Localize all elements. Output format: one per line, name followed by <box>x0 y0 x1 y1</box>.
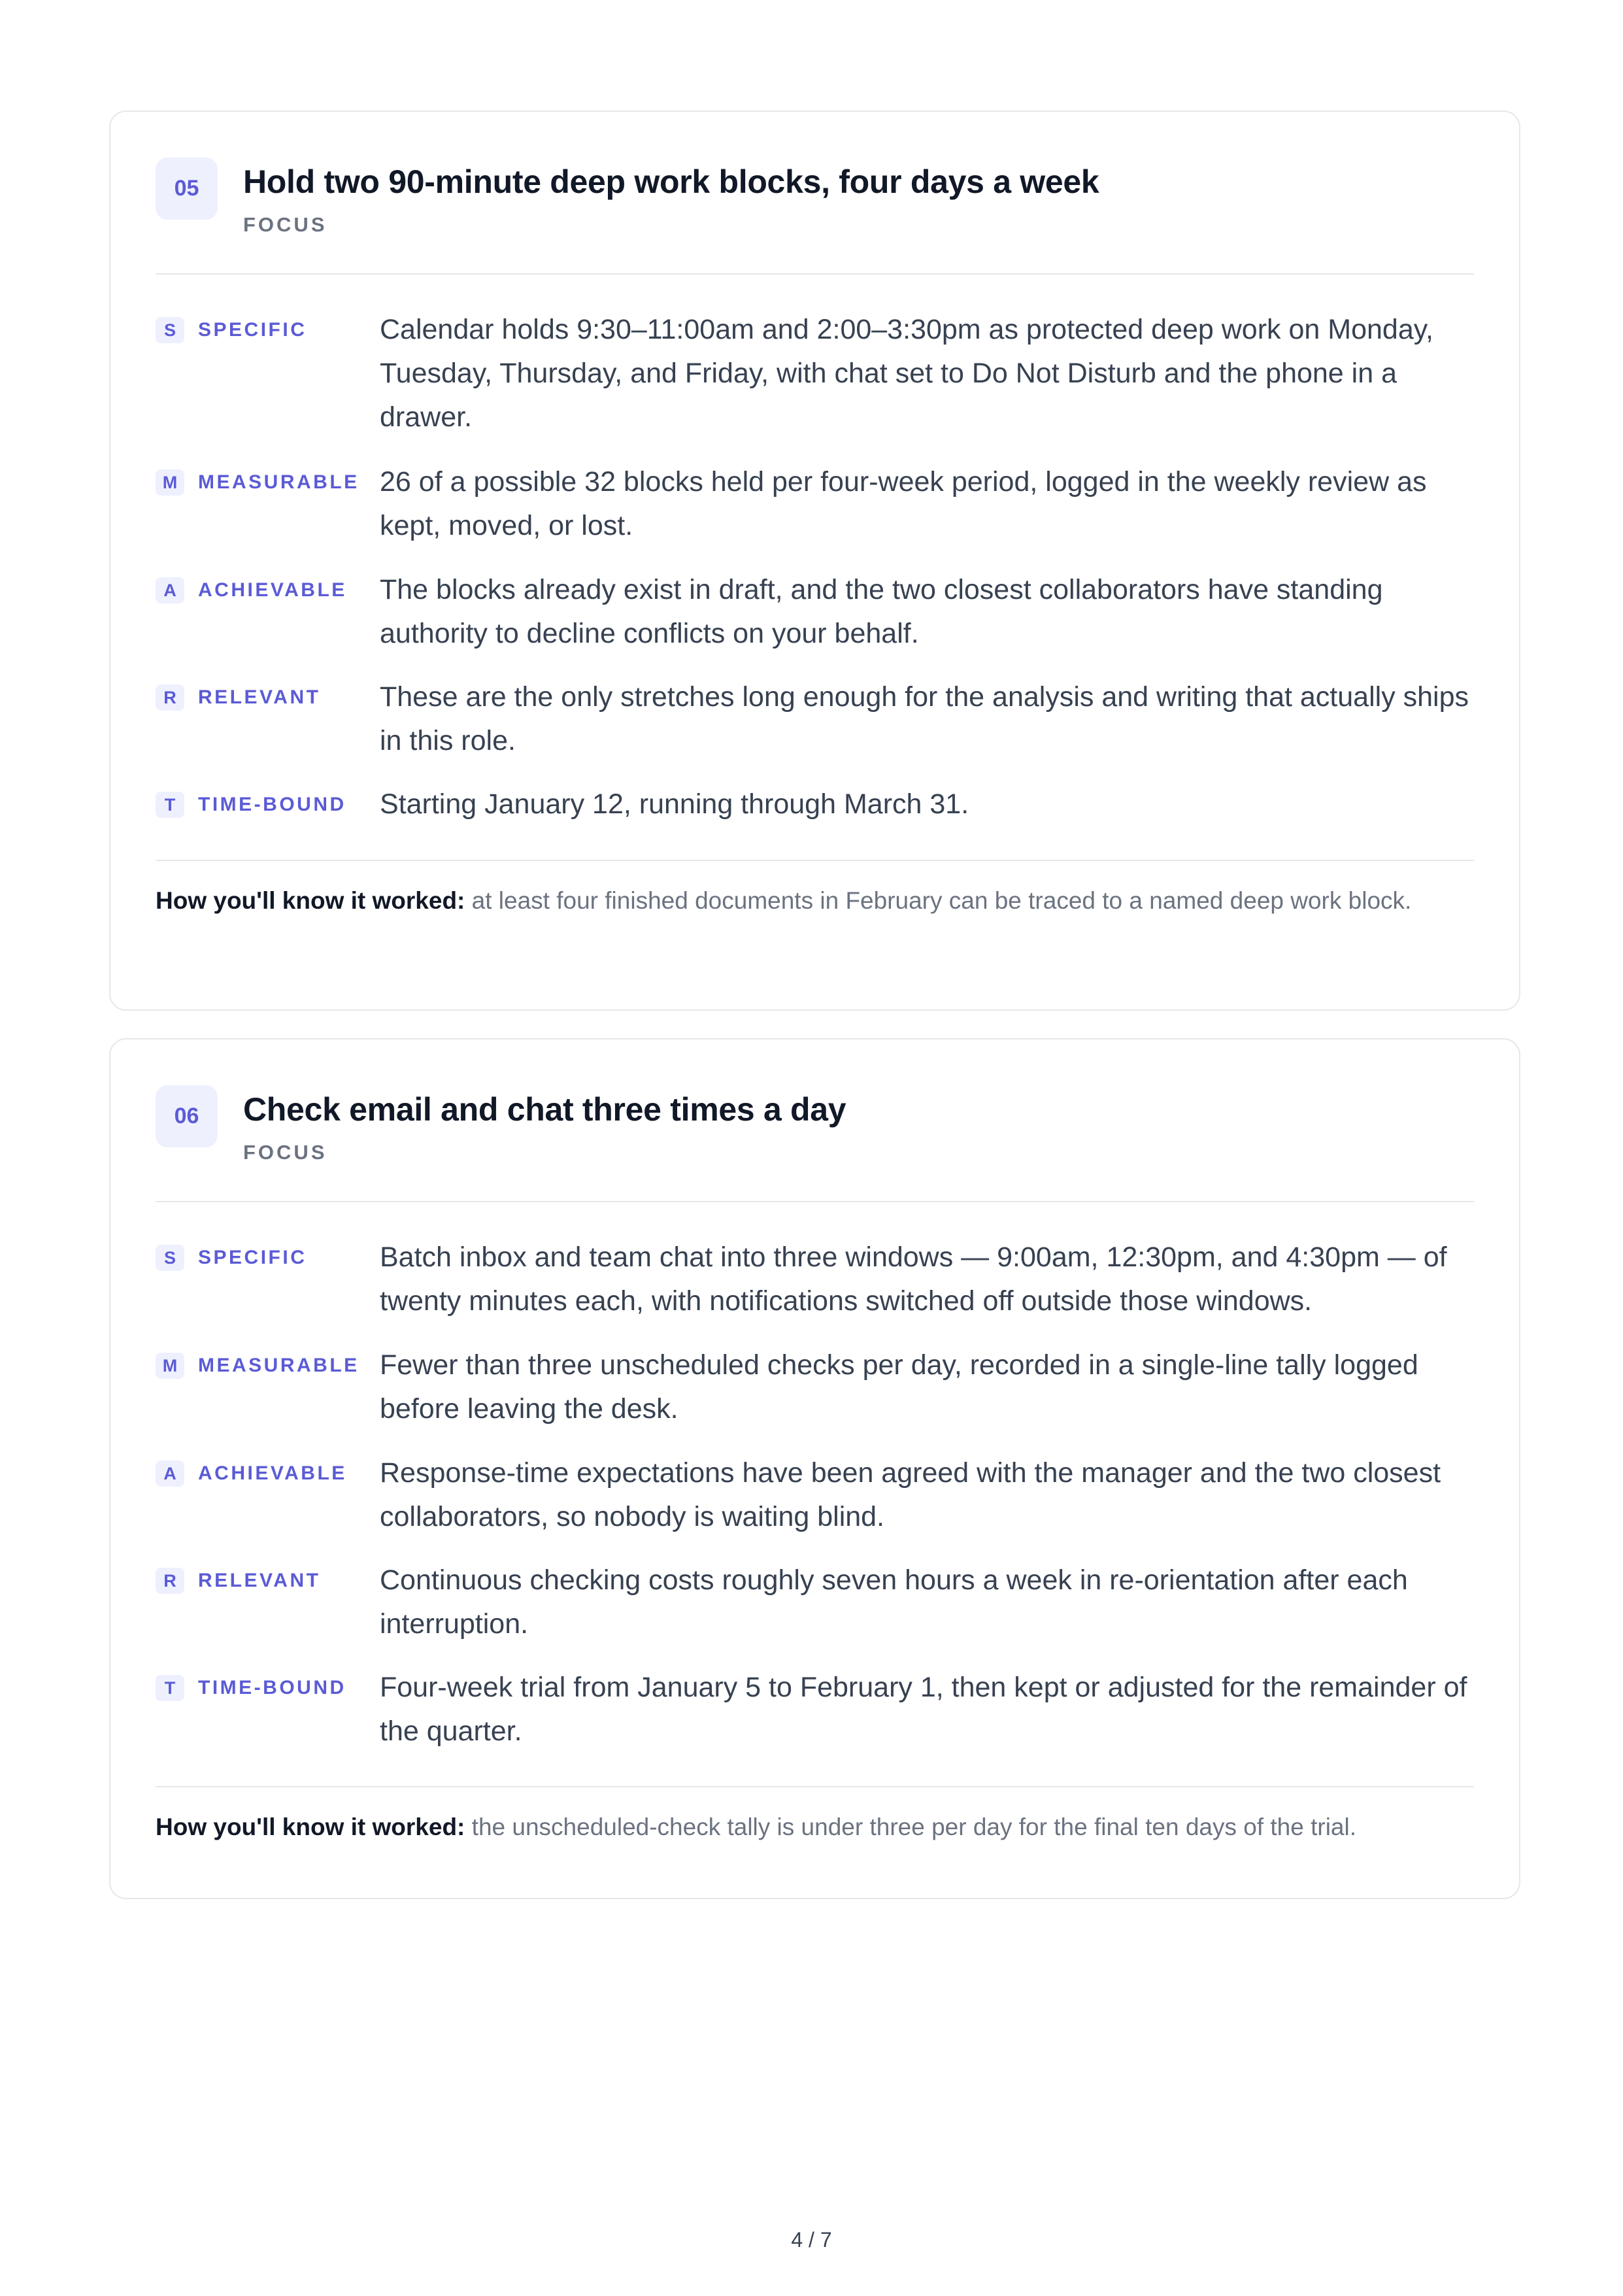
criterion-letter-badge: S <box>156 1245 184 1271</box>
criterion-letter-badge: M <box>156 469 184 496</box>
criterion-letter-badge: M <box>156 1353 184 1379</box>
criterion-label: TIME-BOUND <box>198 794 346 815</box>
criterion-label: RELEVANT <box>198 1570 321 1591</box>
criterion-text: Four-week trial from January 5 to February 1, then kept or adjusted for the remainder of the quarter. <box>380 1672 1467 1747</box>
criterion-text: Fewer than three unscheduled checks per day, recorded in a single-line tally logged before leaving the desk. <box>380 1349 1418 1425</box>
criterion-letter-badge: A <box>156 1460 184 1487</box>
criterion-label: SPECIFIC <box>198 319 307 341</box>
outcome-note <box>156 1808 1474 1846</box>
goal-title: Check email and chat three times a day <box>243 1091 846 1128</box>
criterion-text: Batch inbox and team chat into three windows — 9:00am, 12:30pm, and 4:30pm — of twenty minutes each, with notifications switched off outside those windows. <box>380 1241 1447 1317</box>
goal-number-badge: 06 <box>156 1085 218 1147</box>
outcome-text: the unscheduled-check tally is under three per day for the final ten days of the trial. <box>471 1814 1357 1840</box>
criterion-text: 26 of a possible 32 blocks held per four-week period, logged in the weekly review as kept, moved, or lost. <box>380 466 1427 541</box>
criterion-label: MEASURABLE <box>198 1355 360 1376</box>
goal-category: FOCUS <box>243 1141 327 1164</box>
criterion-label: RELEVANT <box>198 686 321 708</box>
criterion-letter-badge: S <box>156 317 184 343</box>
outcome-text: at least four finished documents in February can be traced to a named deep work block. <box>471 887 1412 914</box>
criterion-label: MEASURABLE <box>198 471 360 493</box>
goal-category: FOCUS <box>243 213 327 236</box>
criterion-text: The blocks already exist in draft, and the two closest collaborators have standing authority to decline conflicts on your behalf. <box>380 574 1383 649</box>
criterion-text: Response-time expectations have been agreed with the manager and the two closest collaborators, so nobody is waiting blind. <box>380 1457 1441 1532</box>
criterion-text: Calendar holds 9:30–11:00am and 2:00–3:30pm as protected deep work on Monday, Tuesday, Thursday, and Friday, with chat set to Do Not Disturb and the phone in a drawer. <box>380 314 1433 433</box>
criterion-letter-badge: T <box>156 792 184 818</box>
criterion-label: ACHIEVABLE <box>198 1462 347 1484</box>
outcome-label: How you'll know it worked: <box>156 887 465 914</box>
divider <box>156 860 1474 861</box>
criterion-letter-badge: R <box>156 684 184 711</box>
divider <box>156 1201 1474 1202</box>
criterion-text: These are the only stretches long enough for the analysis and writing that actually ships in this role. <box>380 681 1469 756</box>
goal-card <box>109 110 1520 1011</box>
criterion-label: TIME-BOUND <box>198 1677 346 1698</box>
goal-title: Hold two 90-minute deep work blocks, four days a week <box>243 163 1099 200</box>
goal-card <box>109 1038 1520 1899</box>
outcome-note <box>156 882 1474 920</box>
criterion-letter-badge: A <box>156 577 184 603</box>
criterion-label: ACHIEVABLE <box>198 579 347 601</box>
divider <box>156 1786 1474 1787</box>
page-number: 4 / 7 <box>791 2228 832 2252</box>
criterion-text: Starting January 12, running through March 31. <box>380 788 969 820</box>
criterion-letter-badge: R <box>156 1568 184 1594</box>
outcome-label: How you'll know it worked: <box>156 1814 465 1840</box>
criterion-label: SPECIFIC <box>198 1247 307 1268</box>
goal-number-badge: 05 <box>156 158 218 220</box>
divider <box>156 273 1474 275</box>
criterion-letter-badge: T <box>156 1675 184 1701</box>
criterion-text: Continuous checking costs roughly seven hours a week in re-orientation after each interruption. <box>380 1564 1408 1640</box>
